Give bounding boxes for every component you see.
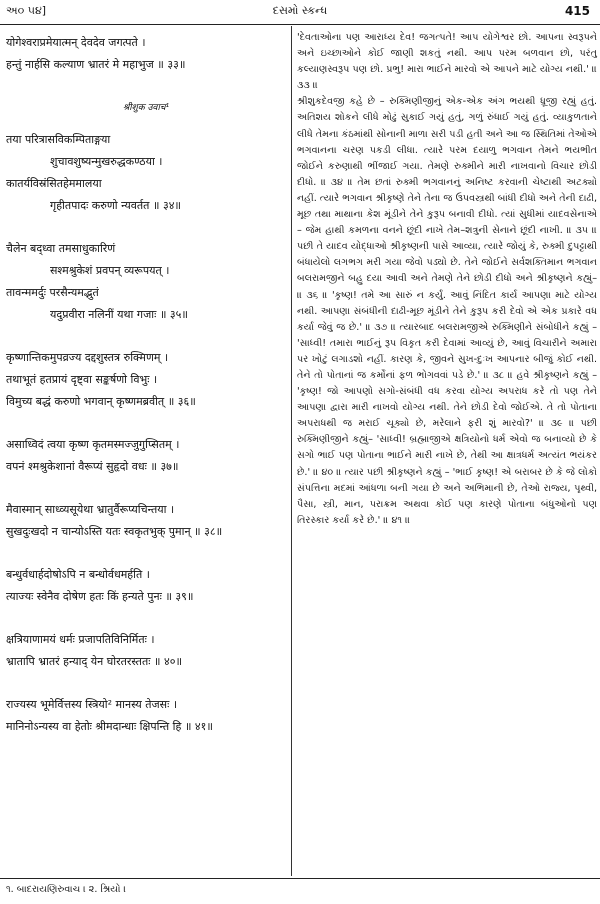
verse-line: वपनं श्मश्रुकेशानां वैरूप्यं सुहृदो वधः ॥ ३७॥ (6, 460, 179, 473)
verse-37 (6, 434, 286, 478)
commentary-paragraph: 'દેવતાઓના પણ આરાધ્ય દેવ! જગત્પતે! આપ યોગેશ્વર છો. આપના સ્વરૂપને અને ઇચ્છાઓને કોઈ જાણી શકતું નથી. આપ પરમ બળવાન છો, પરંતુ કલ્યાણસ્વરૂપ પણ છો. પ્રભુ! મારા ભાઈને મારવો એ આપને માટે યોગ્ય નથી.' ॥ ૩૩ ॥ (297, 32, 597, 92)
verse-line: कृष्णान्तिकमुपव्रज्य दद्दशुस्तत्र रुक्मिणम् । (6, 351, 169, 364)
page-number: 415 (564, 4, 590, 18)
sanskrit-verses (6, 32, 286, 759)
verse-line: यदुप्रवीरा नलिनीं यथा गजाः ॥ ३५॥ (50, 308, 188, 321)
verse-line: त्याज्यः स्वेनैव दोषेण हतः किं हन्यते पुनः ॥ ३९॥ (6, 590, 194, 603)
footnote: ૧. બાદરાયણિરુવાચ । ૨. શ્રિયો । (6, 884, 127, 895)
verse-line: मानिनोऽन्यस्य वा हेतोः श्रीमदान्धाः क्षिपन्ति हि ॥ ४१॥ (6, 720, 213, 733)
verse-line: सश्मश्रुकेशं प्रवपन् व्यरूपयत् । (50, 264, 170, 277)
verse-line: शुचावशुष्यन्मुखरुद्धकण्ठया । (50, 155, 163, 168)
verse-line: तावन्ममर्दुः परसैन्यमद्भुतं (6, 286, 99, 299)
verse-line: मैवास्मान् साध्व्यसूयेथा भ्रातुर्वैरूप्यचिन्तया । (6, 503, 175, 516)
verse-40 (6, 629, 286, 673)
verse-line: चैलेन बद्ध्वा तमसाधुकारिणं (6, 242, 116, 255)
verse-line: बन्धुर्वधार्हदोषोऽपि न बन्धोर्वधमर्हति । (6, 568, 150, 581)
verse-line: कातर्यविस्रंसितहेममालया (6, 177, 102, 190)
verse-38 (6, 499, 286, 543)
verse-line: योगेश्वराप्रमेयात्मन् देवदेव जगत्पते । (6, 36, 146, 49)
column-divider (291, 26, 292, 876)
verse-line: सुखदुःखदो न चान्योऽस्ति यतः स्वकृतभुक् पुमान् ॥ ३८॥ (6, 525, 223, 538)
invocation: श्रीशुक उवाच¹ (122, 103, 170, 113)
verse-line: क्षत्रियाणामयं धर्मः प्रजापतिविनिर्मितः । (6, 633, 155, 646)
verse-34 (6, 129, 286, 217)
verse-line: भ्रातापि भ्रातरं हन्याद् येन घोरतरस्ततः ॥ ४०॥ (6, 655, 183, 668)
verse-35 (6, 238, 286, 326)
verse-line: तया परित्रासविकम्पिताङ्गया (6, 133, 111, 146)
verse-36 (6, 347, 286, 413)
verse-line: गृहीतपादः करुणो न्यवर्तत ॥ ३४॥ (50, 199, 182, 212)
gujarati-commentary (297, 30, 597, 529)
verse-line: विमुच्य बद्धं करुणो भगवान् कृष्णमब्रवीत् ॥ ३६॥ (6, 395, 196, 408)
footer-rule (0, 878, 600, 879)
header-rule (0, 24, 600, 25)
chapter-marker: અ૦ ૫૪] (6, 4, 47, 17)
running-title: દસમો સ્કન્ધ (272, 4, 328, 17)
verse-line: असाध्विदं त्वया कृष्ण कृतमस्मज्जुगुप्सितम् । (6, 438, 180, 451)
verse-41 (6, 694, 286, 738)
verse-line: हन्तुं नार्हसि कल्याण भ्रातरं मे महाभुज ॥ ३३॥ (6, 58, 186, 71)
verse-line: राज्यस्य भूमेर्वित्तस्य स्त्रियो² मानस्य तेजसः । (6, 698, 177, 711)
page-header (0, 0, 600, 24)
verse-line: तथाभूतं हतप्रायं दृष्ट्वा सङ्कर्षणो विभुः । (6, 373, 158, 386)
verse-33 (6, 32, 286, 76)
commentary-paragraph: શ્રીશુકદેવજી કહે છે – રુક્મિણીજીનું એક-એક અંગ ભયથી ધ્રૂજી રહ્યું હતું. અતિશય શોકને લીધે મોઢું સુકાઈ ગયું હતું, ગળું રુંધાઈ ગયું હતું. વ્યાકુળતાને લીધે તેમના કંઠમાંથી સોનાની માળા સરી પડી હતી અને આ જ સ્થિતિમાં તેઓએ ભગવાનના ચરણ પકડી લીધા. ત્યારે પરમ દયાળુ ભગવાન તેમને ભયભીત જોઈને કરુણાથી ભીંજાઈ ગયા. તેમણે રુક્મીને મારી નાખવાનો વિચાર છોડી દીધો. ॥ ૩૪ ॥ તેમ છતાં રુક્મી ભગવાનનું અનિષ્ટ કરવાની ચેષ્ટાથી અટક્યો નહીં. ત્યારે ભગવાન શ્રીકૃષ્ણે તેને તેના જ ઉપવસ્ત્રથી બાંધી દીધો અને તેની દાઢી, મૂછ તથા માથાના કેશ મૂંડીને તેને કુરૂપ બનાવી દીધો. ત્યાં સુધીમાં યાદવસેનાએ – જેમ હાથી કમળના વનને છૂંદી નાખે તેમ–શત્રુની સેનાને છૂંદી નાખી. ॥ ૩૫ ॥ પછી તે યાદવ યોદ્ધાઓ શ્રીકૃષ્ણની પાસે આવ્યા, ત્યારે જોયું કે, રુક્મી દુપટ્ટાથી બંધાયેલો લગભગ મરી ગયા જેવો પડ્યો છે. તેને જોઈને સર્વશક્તિમાન ભગવાન બલરામજીને બહુ દયા આવી અને તેમણે તેને છોડી દીધો અને શ્રીકૃષ્ણને કહ્યું– ॥ ૩૬ ॥ 'કૃષ્ણ! તમે આ સારું ન કર્યું. આવું નિંદિત કાર્ય આપણા માટે યોગ્ય નથી. આપણા સંબંધીની દાઢી-મૂછ મૂંડીને તેને કુરૂપ કરી દેવો એ એક પ્રકારે વધ કર્યા જેવું જ છે.' ॥ ૩૭ ॥ ત્યારબાદ બલરામજીએ રુક્મિણીને સંબોધીને કહ્યું – 'સાધ્વી! તમારા ભાઈનું રૂપ વિકૃત કરી દેવામાં આવ્યું છે, આવું વિચારીને અમારા પર ખોટું લગાડશો નહીં. કારણ કે, જીવને સુખ-દુઃખ આપનાર બીજું કોઈ નથી. તેને તો પોતાનાં જ કર્મોનાં ફળ ભોગવવાં પડે છે.' ॥ ૩૮ ॥ હવે શ્રીકૃષ્ણને કહ્યું – 'કૃષ્ણ! જો આપણો સગો-સંબંધી વધ કરવા યોગ્ય અપરાધ કરે તો પણ તેને આપણા દ્વારા મારી નાખવો યોગ્ય નથી. તેને છોડી દેવો જોઈએ. તે તો પોતાના અપરાધથી જ મરાઈ ચૂક્યો છે, મરેલાને ફરી શું મારવો?' ॥ ૩૯ ॥ પછી રુક્મિણીજીને કહ્યું– 'સાધ્વી! બ્રહ્માજીએ ક્ષત્રિયોનો ધર્મ એવો જ બનાવ્યો છે કે સગો ભાઈ પણ પોતાના ભાઈને મારી નાખે છે, તેથી આ ક્ષાત્રધર્મ અત્યંત ભયંકર છે.' ॥ ૪૦ ॥ ત્યાર પછી શ્રીકૃષ્ણને કહ્યું – 'ભાઈ કૃષ્ણ! એ બરાબર છે કે જે લોકો સંપત્તિના મદમાં આંધળા બની ગયા છે અને અભિમાની છે, તેઓ રાજ્ય, પૃથ્વી, પૈસા, સ્ત્રી, માન, પરાક્રમ અથવા કોઈ પણ કારણે પોતાના બંધુઓનો પણ તિરસ્કાર કર્યા કરે છે.' ॥ ૪૧ ॥ (297, 96, 597, 526)
verse-39 (6, 564, 286, 608)
